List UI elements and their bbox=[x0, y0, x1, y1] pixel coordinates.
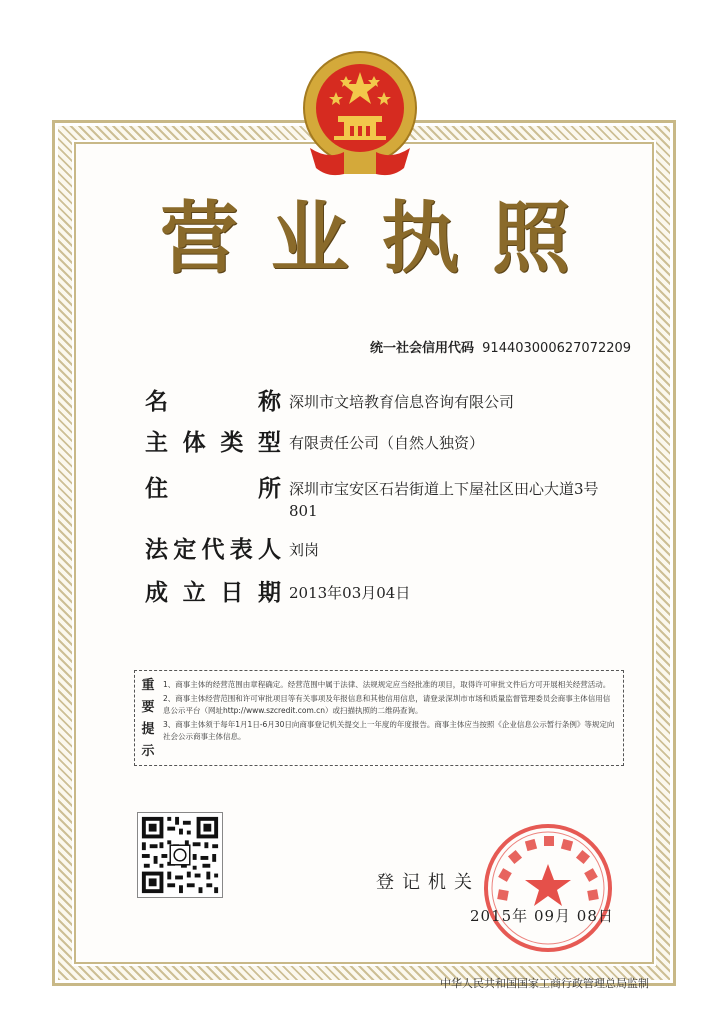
field-label bbox=[145, 578, 281, 608]
certificate-title bbox=[160, 193, 570, 284]
label-char: 日 bbox=[220, 580, 244, 606]
value-line: 有限责任公司（自然人独资） bbox=[289, 434, 485, 452]
registration-authority-label: 登记机关 bbox=[376, 872, 480, 893]
notice-side-char: 提 bbox=[141, 722, 155, 737]
title-char: 照 bbox=[491, 193, 570, 284]
supervision-footer: 中华人民共和国国家工商行政管理总局监制 bbox=[440, 977, 649, 990]
label-char: 成 bbox=[145, 580, 168, 606]
label-char: 表 bbox=[229, 537, 253, 563]
label-char: 法 bbox=[145, 537, 168, 563]
label-char: 型 bbox=[257, 430, 281, 456]
value-line: 深圳市宝安区石岩街道上下屋社区田心大道3号 bbox=[289, 480, 599, 498]
value-line: 801 bbox=[289, 502, 318, 520]
field-value bbox=[289, 478, 657, 522]
label-char: 立 bbox=[182, 580, 206, 606]
notice-side-label bbox=[139, 675, 157, 763]
label-char: 称 bbox=[258, 389, 281, 415]
value-line: 2013年03月04日 bbox=[289, 584, 411, 602]
registration-date: 2015年 09月 08日 bbox=[470, 907, 614, 925]
credit-code bbox=[370, 337, 631, 356]
label-char: 定 bbox=[173, 537, 197, 563]
label-char: 期 bbox=[257, 580, 281, 606]
notice-item: 2、商事主体经营范围和许可审批项目等有关事项及年报信息和其他信用信息，请登录深圳市市场和质量监督管理委员会商事主体信用信息公示平台（网址http://www.szcredit.com.cn）或扫描执照的二维码查询。 bbox=[163, 694, 611, 715]
field-value bbox=[289, 391, 657, 413]
notice-items bbox=[163, 679, 615, 745]
field-value bbox=[289, 432, 657, 454]
title-char: 营 bbox=[160, 193, 239, 284]
notice-item: 3、商事主体须于每年1月1日-6月30日向商事登记机关提交上一年度的年度报告。商事主体应当按照《企业信息公示暂行条例》等规定向社会公示商事主体信息。 bbox=[163, 720, 615, 741]
label-char: 所 bbox=[258, 476, 281, 502]
notice-side-char: 要 bbox=[141, 700, 155, 715]
official-seal-icon bbox=[478, 818, 618, 958]
important-notice-box bbox=[134, 670, 624, 766]
value-line: 刘岗 bbox=[289, 541, 320, 559]
field-label bbox=[145, 535, 281, 565]
label-char: 代 bbox=[201, 537, 225, 563]
notice-item: 1、商事主体的经营范围由章程确定。经营范围中属于法律、法规规定应当经批准的项目，取得许可审批文件后方可开展相关经营活动。 bbox=[163, 680, 611, 689]
field-label bbox=[145, 474, 281, 504]
notice-side-char: 重 bbox=[141, 678, 155, 693]
credit-code-value: 914403000627072209 bbox=[482, 341, 632, 356]
label-char: 类 bbox=[220, 430, 244, 456]
title-char: 业 bbox=[270, 193, 349, 284]
national-emblem-icon bbox=[298, 48, 422, 180]
field-label bbox=[145, 428, 281, 458]
label-char: 人 bbox=[258, 537, 281, 563]
value-line: 深圳市文培教育信息咨询有限公司 bbox=[289, 393, 515, 411]
field-value bbox=[289, 582, 657, 604]
notice-side-char: 示 bbox=[141, 744, 155, 759]
field-label bbox=[145, 387, 281, 417]
label-char: 体 bbox=[182, 430, 206, 456]
credit-code-label: 统一社会信用代码 bbox=[370, 341, 475, 356]
label-char: 住 bbox=[145, 476, 168, 502]
label-char: 名 bbox=[145, 389, 168, 415]
qr-code-icon[interactable] bbox=[137, 812, 223, 898]
label-char: 主 bbox=[145, 430, 168, 456]
field-value bbox=[289, 539, 657, 561]
title-char: 执 bbox=[381, 193, 460, 284]
